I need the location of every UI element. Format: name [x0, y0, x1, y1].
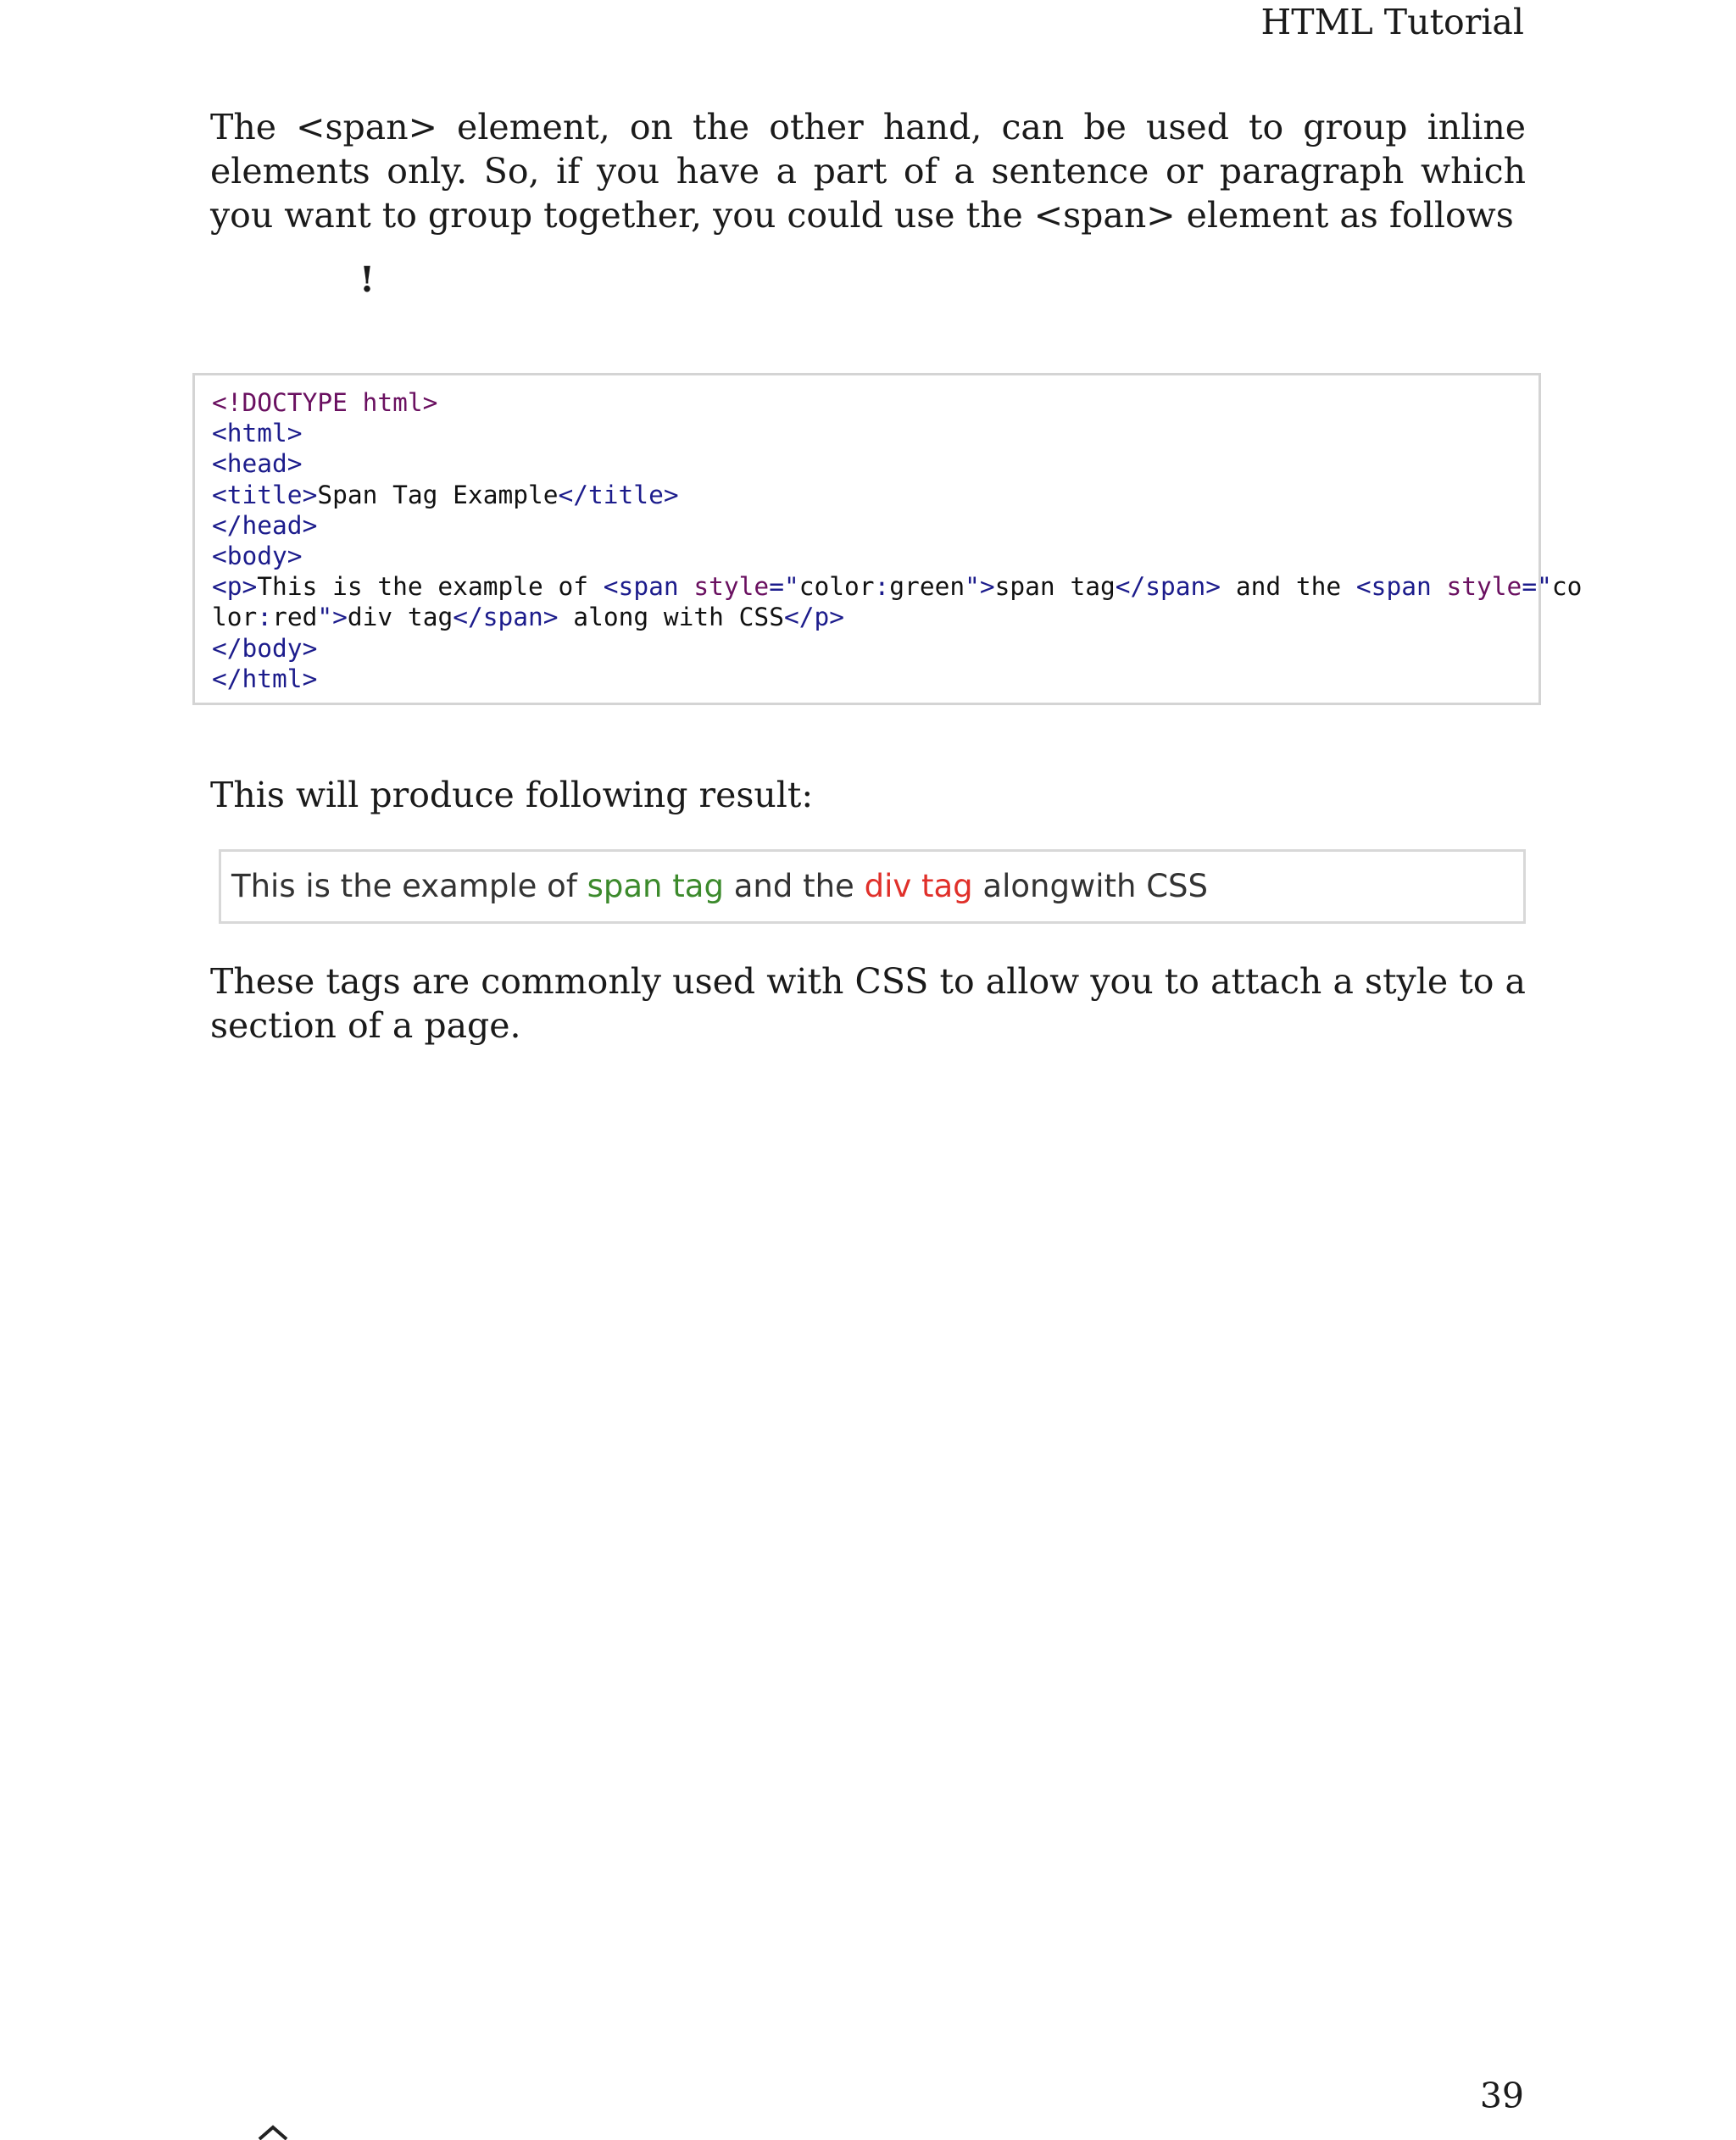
code-token: <span [603, 572, 694, 602]
code-line [212, 387, 1522, 418]
code-line [212, 602, 1522, 632]
code-line [212, 664, 1522, 694]
page-number: 39 [1479, 2076, 1524, 2116]
code-token: <head> [212, 449, 303, 479]
code-token: <title> [212, 480, 318, 509]
code-line [212, 571, 1583, 602]
code-line [212, 448, 1522, 479]
chevron-up-icon[interactable] [256, 2123, 290, 2140]
code-token: <p> [212, 572, 258, 602]
result-text: alongwith CSS [972, 868, 1209, 904]
code-token: </body> [212, 633, 318, 663]
running-header: HTML Tutorial [1260, 2, 1524, 42]
result-green-text: span tag [587, 868, 724, 904]
intro-paragraph: The <span> element, on the other hand, can be used to group inline elements only. So, if you have a part of a sentence or paragraph which you want to group together, you could use the <span> element as follows [210, 107, 1526, 236]
code-token: style [693, 572, 770, 602]
code-line [212, 480, 1522, 510]
code-token: </span> [453, 603, 559, 632]
code-example [192, 373, 1583, 705]
code-token: =" [1522, 572, 1552, 602]
code-token: span tag [994, 572, 1116, 602]
code-line [212, 633, 1522, 664]
code-token: </p> [783, 603, 845, 632]
rendered-result [219, 849, 1526, 924]
code-line [212, 541, 1522, 571]
code-token: <!DOCTYPE html> [212, 388, 438, 417]
code-token: and the [1221, 572, 1356, 602]
code-line [212, 510, 1522, 541]
code-token: </html> [212, 664, 318, 693]
code-token: lor [212, 603, 258, 632]
code-token: This is the example of [257, 572, 604, 602]
code-token: Span Tag Example [317, 480, 559, 509]
code-token: co [1551, 572, 1583, 602]
result-intro: This will produce following result: [210, 775, 814, 815]
code-token: </head> [212, 510, 318, 540]
result-red-text: div tag [864, 868, 973, 904]
code-token: "> [317, 603, 348, 632]
code-token: <span [1355, 572, 1447, 602]
code-token: =" [769, 572, 799, 602]
code-token: style [1446, 572, 1522, 602]
code-line [212, 418, 1522, 448]
result-text: and the [723, 868, 865, 904]
result-text: This is the example of [231, 868, 587, 904]
code-token: : [874, 572, 890, 602]
code-token: green [889, 572, 965, 602]
code-token: : [257, 603, 273, 632]
code-token: "> [965, 572, 995, 602]
code-token: </span> [1115, 572, 1221, 602]
code-token: </title> [558, 480, 679, 509]
code-token: red [272, 603, 318, 632]
code-token: div tag [347, 603, 453, 632]
code-token: color [798, 572, 875, 602]
closing-paragraph: These tags are commonly used with CSS to allow you to attach a style to a section of a page. [210, 961, 1526, 1046]
code-token: <body> [212, 542, 303, 571]
code-token: along with CSS [558, 603, 784, 632]
code-token: <html> [212, 419, 303, 448]
exclamation-mark: ! [359, 259, 375, 300]
